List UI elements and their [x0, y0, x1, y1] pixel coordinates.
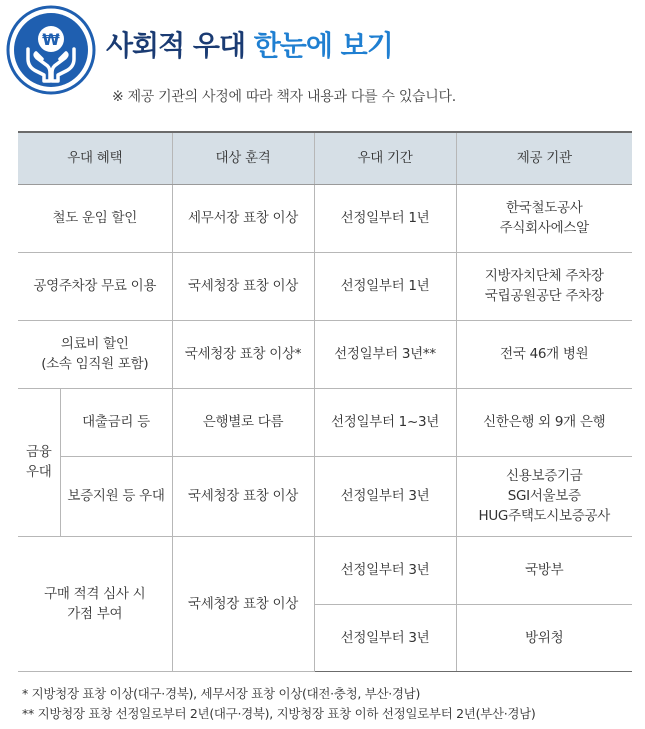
- provider-cell: [456, 184, 632, 252]
- page-title: [106, 24, 393, 64]
- period-cell: 선정일부터 1년: [314, 252, 456, 320]
- target-cell: 국세청장 표창 이상: [172, 252, 314, 320]
- table-row: [18, 456, 632, 536]
- provider-line: 지방자치단체 주차장: [484, 268, 604, 284]
- period-cell: 선정일부터 3년**: [314, 320, 456, 388]
- header-provider: 제공 기관: [456, 132, 632, 184]
- header-benefit: 우대 혜택: [18, 132, 172, 184]
- provider-line: 한국철도공사: [506, 200, 583, 216]
- svg-text:₩: ₩: [42, 30, 60, 49]
- target-cell: 은행별로 다름: [172, 388, 314, 456]
- target-cell: 국세청장 표창 이상: [172, 456, 314, 536]
- disclaimer-note: ※ 제공 기관의 사정에 따라 책자 내용과 다를 수 있습니다.: [112, 89, 456, 105]
- period-cell: 선정일부터 1년: [314, 184, 456, 252]
- footnote: ** 지방청장 표창 선정일로부터 2년(대구·경북), 지방청장 표창 이하 선정일로부터 2년(부산·경남): [22, 706, 536, 721]
- footnote: * 지방청장 표창 이상(대구·경북), 세무서장 표창 이상(대전·충청, 부산·경남): [22, 686, 421, 701]
- benefit-cell: 공영주차장 무료 이용: [18, 252, 172, 320]
- benefits-table: [18, 131, 632, 672]
- provider-line: 신용보증기금: [506, 468, 583, 484]
- title-part-1: 사회적 우대: [106, 29, 245, 62]
- provider-line: HUG주택도시보증공사: [478, 508, 611, 524]
- provider-cell: [456, 252, 632, 320]
- provider-cell: [456, 456, 632, 536]
- period-cell: 선정일부터 3년: [314, 536, 456, 604]
- benefit-cell: [18, 320, 172, 388]
- benefit-cell: [18, 536, 172, 671]
- benefit-cell: 보증지원 등 우대: [60, 456, 172, 536]
- benefit-line: 가점 부여: [67, 605, 123, 622]
- provider-cell: 국방부: [456, 536, 632, 604]
- provider-line: SGI서울보증: [507, 488, 581, 504]
- title-part-2: 한눈에 보기: [253, 29, 393, 62]
- provider-cell: 신한은행 외 9개 은행: [456, 388, 632, 456]
- footnotes: [22, 684, 536, 724]
- benefit-line: 의료비 할인: [60, 336, 129, 352]
- provider-line: 국립공원공단 주차장: [484, 288, 604, 304]
- table-header-row: [18, 132, 632, 184]
- benefit-line: (소속 임직원 포함): [41, 356, 149, 372]
- header-period: 우대 기간: [314, 132, 456, 184]
- group-label-line: 금융: [26, 444, 52, 460]
- header-target: 대상 훈격: [172, 132, 314, 184]
- period-cell: 선정일부터 3년: [314, 604, 456, 671]
- period-cell: 선정일부터 3년: [314, 456, 456, 536]
- table-row: [18, 252, 632, 320]
- table-row: [18, 184, 632, 252]
- provider-line: 주식회사에스알: [499, 220, 589, 236]
- target-cell: 세무서장 표창 이상: [172, 184, 314, 252]
- table-row: [18, 320, 632, 388]
- table-row: [18, 388, 632, 456]
- finance-group-label: [18, 388, 60, 536]
- hands-holding-won-coin-icon: [6, 5, 96, 95]
- target-cell: 국세청장 표창 이상: [172, 536, 314, 671]
- benefit-line: 구매 적격 심사 시: [44, 585, 146, 602]
- period-cell: 선정일부터 1~3년: [314, 388, 456, 456]
- provider-cell: 방위청: [456, 604, 632, 671]
- benefit-cell: 대출금리 등: [60, 388, 172, 456]
- group-label-line: 우대: [26, 464, 52, 480]
- table-row: [18, 536, 632, 604]
- target-cell: 국세청장 표창 이상*: [172, 320, 314, 388]
- provider-cell: 전국 46개 병원: [456, 320, 632, 388]
- benefit-cell: 철도 운임 할인: [18, 184, 172, 252]
